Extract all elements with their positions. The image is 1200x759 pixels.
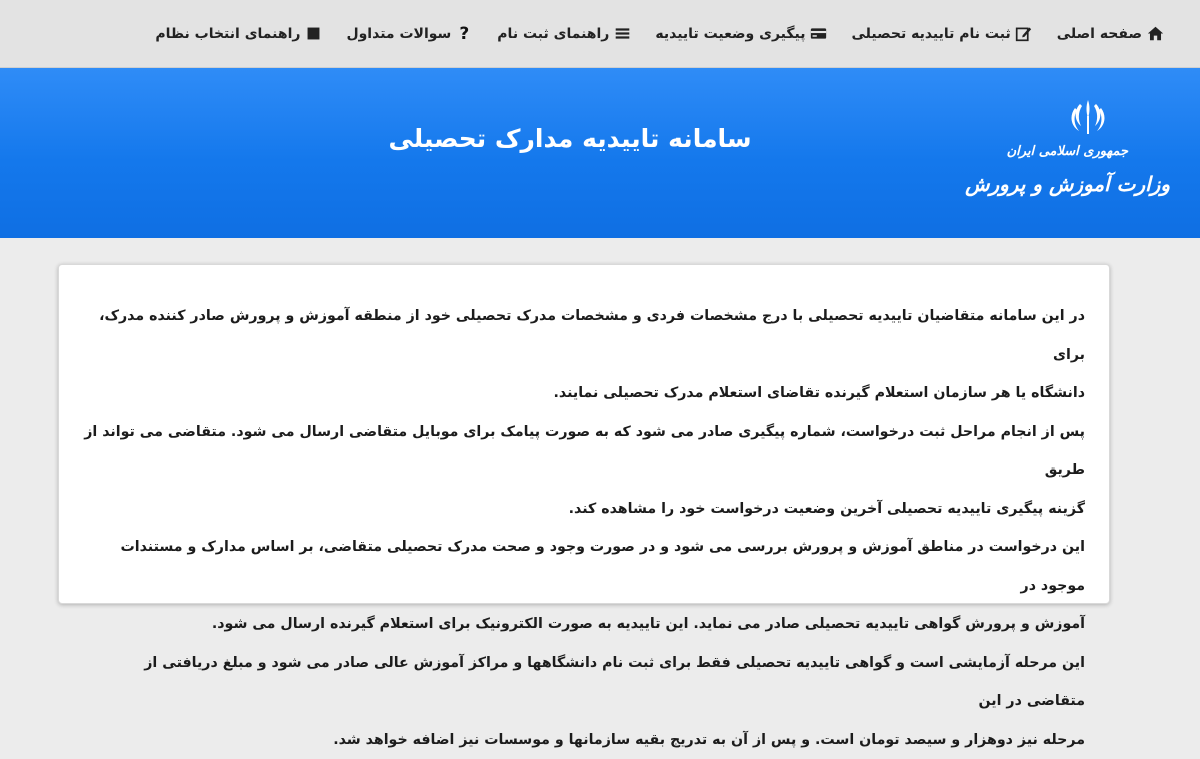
nav-item-label: راهنمای ثبت نام xyxy=(497,26,609,42)
nav-item-label: راهنمای انتخاب نظام xyxy=(155,26,300,42)
header-banner xyxy=(0,68,1200,238)
content-line: این مرحله آزمایشی است و گواهی تاییدیه تحصیلی فقط برای ثبت نام دانشگاهها و مراکز آموزش عالی صادر می شود و مبلغ دریافتی از متقاضی در این xyxy=(83,644,1085,721)
content-line: پس از انجام مراحل ثبت درخواست، شماره پیگیری صادر می شود که به صورت پیامک برای موبایل متقاضی ارسال می شود. متقاضی می تواند از طریق xyxy=(83,413,1085,490)
nav-item-label: ثبت نام تاییدیه تحصیلی xyxy=(851,26,1010,42)
content-line: آموزش و پرورش گواهی تاییدیه تحصیلی صادر می نماید. این تاییدیه به صورت الکترونیک برای استعلام گیرنده ارسال می شود. xyxy=(83,605,1085,644)
nav-item-tracking[interactable] xyxy=(655,25,827,43)
content-card xyxy=(58,264,1110,604)
emblem-icon xyxy=(1066,96,1110,140)
content-line: در این سامانه متقاضیان تاییدیه تحصیلی با درج مشخصات فردی و مشخصات مدرک تحصیلی خود از منطقه آموزش و پرورش صادر کننده مدرک، برای xyxy=(83,297,1085,374)
question-icon: ? xyxy=(455,25,473,43)
nav-item-faq[interactable] xyxy=(346,25,473,43)
content-line: گزینه پیگیری تاییدیه تحصیلی آخرین وضعیت درخواست خود را مشاهده کند. xyxy=(83,490,1085,529)
nav-item-guide[interactable] xyxy=(497,25,631,43)
logo-text-country: جمهوری اسلامی ایران xyxy=(1007,144,1128,159)
top-navigation xyxy=(0,0,1200,68)
page-title: سامانه تاییدیه مدارک تحصیلی xyxy=(300,124,840,153)
square-icon xyxy=(304,25,322,43)
card-icon xyxy=(809,25,827,43)
content-line: مرحله نیز دوهزار و سیصد تومان است. و پس از آن به تدریج بقیه سازمانها و موسسات نیز اضافه خواهد شد. xyxy=(83,721,1085,759)
nav-item-label: صفحه اصلی xyxy=(1057,26,1142,42)
nav-item-system-guide[interactable] xyxy=(155,25,322,43)
nav-item-label: پیگیری وضعیت تاییدیه xyxy=(655,26,805,42)
logo-text-ministry: وزارت آموزش و پرورش xyxy=(965,172,1170,196)
nav-item-home[interactable] xyxy=(1057,25,1164,43)
nav-item-label: سوالات متداول xyxy=(346,26,451,42)
list-icon xyxy=(613,25,631,43)
nav-item-register[interactable] xyxy=(851,25,1032,43)
content-line: دانشگاه یا هر سازمان استعلام گیرنده تقاضای استعلام مدرک تحصیلی نمایند. xyxy=(83,374,1085,413)
edit-icon xyxy=(1015,25,1033,43)
home-icon xyxy=(1146,25,1164,43)
content-line: این درخواست در مناطق آموزش و پرورش بررسی می شود و در صورت وجود و صحت مدرک تحصیلی متقاضی، بر اساس مدارک و مستندات موجود در xyxy=(83,528,1085,605)
